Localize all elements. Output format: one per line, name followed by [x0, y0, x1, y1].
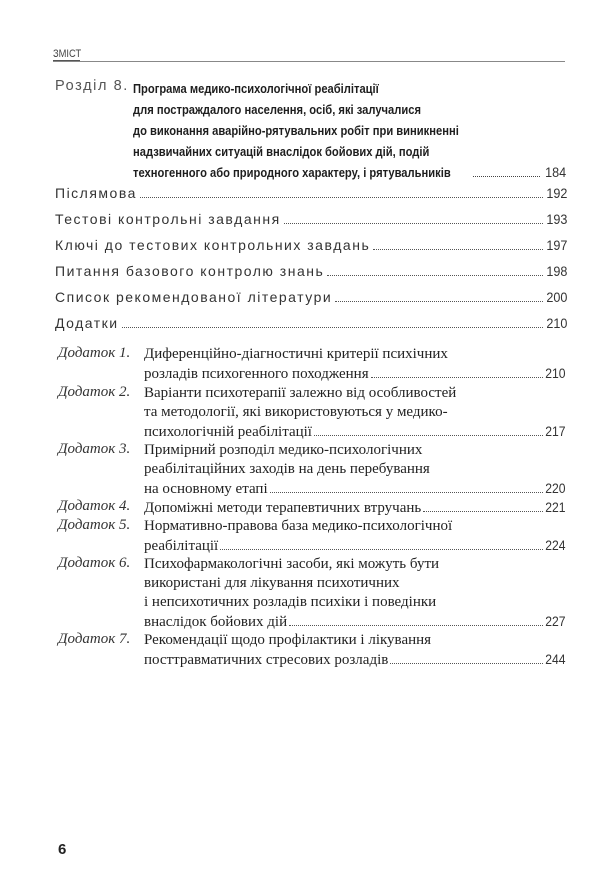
title-last-line	[144, 479, 566, 498]
appendix-title	[144, 441, 566, 498]
appendix-title	[144, 384, 566, 441]
title-line: Примірний розподіл медико-психологічних	[144, 442, 423, 458]
appendix-prefix: Додаток 4.	[58, 498, 131, 514]
entry-label: Додатки	[55, 315, 119, 331]
title-line: надзвичайних ситуацій внаслідок бойових дій, подій	[133, 144, 430, 159]
title-line: на основному етапі	[144, 481, 268, 497]
title-last-line	[144, 422, 566, 441]
dot-leader	[390, 663, 543, 664]
title-last-line	[144, 612, 566, 631]
appendix-prefix: Додаток 6.	[58, 555, 131, 571]
title-line: до виконання аварійно-рятувальних робіт при виникненні	[133, 123, 459, 138]
appendix-title	[144, 631, 566, 669]
appendix-title	[144, 498, 566, 517]
page-ref: 244	[545, 652, 566, 667]
title-line: розладів психогенного походження	[144, 366, 369, 382]
appendix-prefix: Додаток 5.	[58, 517, 131, 533]
dot-leader	[122, 327, 543, 328]
title-last-line	[144, 498, 566, 517]
title-last-line	[144, 536, 566, 555]
page-ref: 193	[545, 211, 567, 227]
title-line: внаслідок бойових дій	[144, 614, 288, 630]
title-last-line	[144, 650, 566, 669]
appendix-title	[144, 555, 566, 631]
toc-entry-tests[interactable]	[55, 207, 567, 231]
page-ref: 210	[545, 366, 566, 381]
page-number: 6	[58, 841, 67, 858]
page-ref: 224	[545, 538, 566, 553]
page-ref: 221	[545, 500, 566, 515]
page-ref: 197	[545, 237, 567, 253]
dot-leader	[140, 197, 543, 198]
dot-leader	[371, 377, 544, 378]
page-ref: 184	[544, 164, 566, 180]
dot-leader	[289, 625, 543, 626]
toc-entry-literature[interactable]	[55, 285, 567, 309]
dot-leader	[284, 223, 543, 224]
page-ref: 220	[545, 481, 566, 496]
appendix-prefix: Додаток 7.	[58, 631, 131, 647]
title-line: Допоміжні методи терапевтичних втручань	[144, 500, 422, 516]
page-ref: 227	[545, 614, 566, 629]
title-last-line	[133, 162, 567, 183]
title-line: та методології, які використовуються у медико-	[144, 404, 448, 420]
dot-leader	[270, 492, 544, 493]
appendix-title	[144, 345, 566, 383]
title-line: використані для лікування психотичних	[144, 575, 400, 591]
title-line: реабілітаційних заходів на день перебування	[144, 461, 430, 477]
dot-leader	[335, 301, 542, 302]
page-ref: 200	[545, 289, 567, 305]
page-ref: 198	[545, 263, 567, 279]
title-last-line	[144, 364, 566, 383]
appendix-prefix: Додаток 3.	[58, 441, 131, 457]
entry-label: Питання базового контролю знань	[55, 263, 325, 279]
title-line: Рекомендації щодо профілактики і лікування	[144, 632, 432, 648]
toc-entry-afterword[interactable]	[55, 181, 567, 205]
entry-label: Тестові контрольні завдання	[55, 211, 281, 227]
header-rule	[53, 61, 565, 62]
page-ref: 192	[545, 185, 567, 201]
title-line: реабілітації	[144, 538, 219, 554]
toc-entry-test-keys[interactable]	[55, 233, 567, 257]
toc-entry-base-questions[interactable]	[55, 259, 567, 283]
running-header	[53, 44, 565, 62]
toc-entry-appendices[interactable]	[55, 311, 567, 335]
title-line: психологічній реабілітації	[144, 424, 312, 440]
title-line: Психофармакологічні засоби, які можуть бути	[144, 556, 440, 572]
title-line: для постраждалого населення, осіб, які залучалися	[133, 102, 421, 117]
dot-leader	[314, 435, 543, 436]
dot-leader	[423, 511, 543, 512]
entry-label: Післямова	[55, 185, 137, 201]
section-prefix: Розділ 8.	[55, 78, 129, 94]
appendix-prefix: Додаток 1.	[58, 345, 131, 361]
entry-label: Список рекомендованої літератури	[55, 289, 333, 305]
dot-leader	[220, 549, 543, 550]
title-line: Нормативно-правова база медико-психологічної	[144, 518, 453, 534]
title-line: посттравматичних стресових розладів	[144, 652, 389, 668]
title-line: техногенного або природного характеру, і рятувальників	[133, 165, 451, 180]
title-line: Програма медико-психологічної реабілітації	[133, 81, 379, 96]
title-line: і непсихотичних розладів психіки і поведінки	[144, 594, 437, 610]
dot-leader	[373, 249, 542, 250]
entry-label: Ключі до тестових контрольних завдань	[55, 237, 371, 253]
appendix-prefix: Додаток 2.	[58, 384, 131, 400]
section-title	[133, 78, 567, 183]
title-line: Диференційно-діагностичні критерії психічних	[144, 346, 448, 362]
title-line: Варіанти психотерапії залежно від особливостей	[144, 385, 457, 401]
dot-leader	[473, 175, 540, 177]
page-ref: 210	[545, 315, 567, 331]
dot-leader	[327, 275, 542, 276]
appendix-title	[144, 517, 566, 555]
header-label: ЗМІСТ	[53, 48, 82, 60]
page-ref: 217	[545, 424, 566, 439]
